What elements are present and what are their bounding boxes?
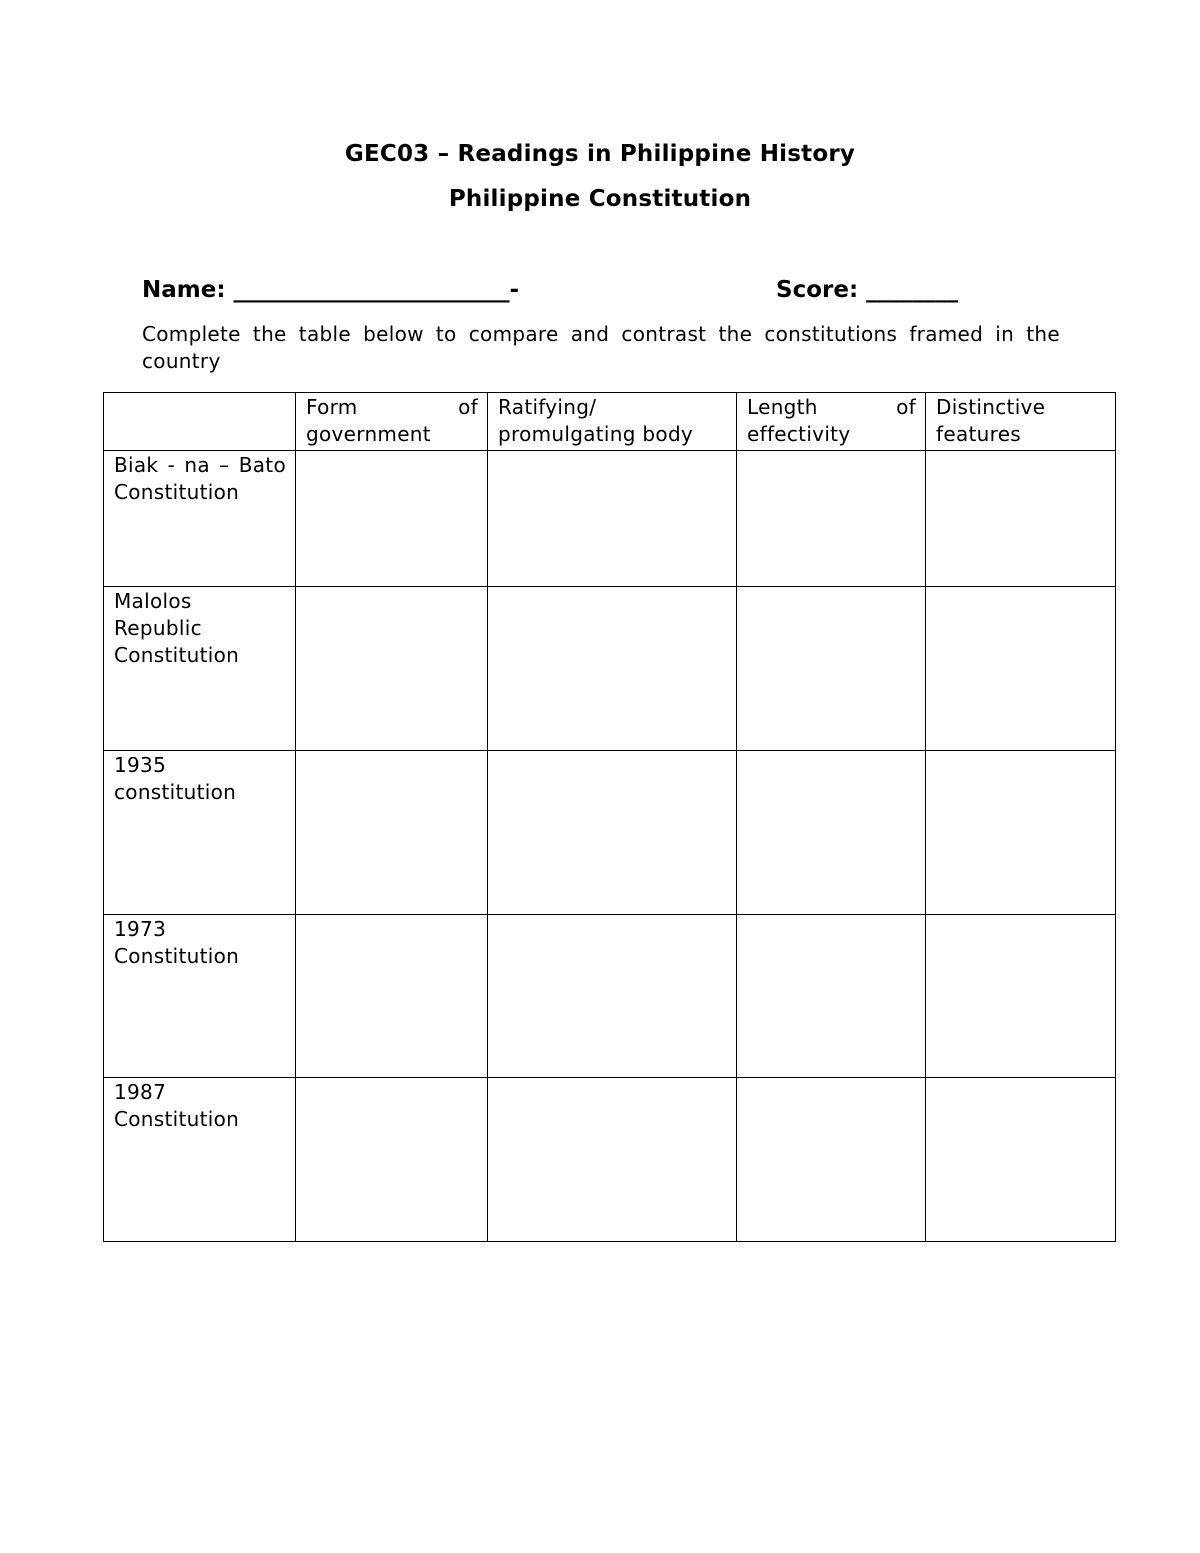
answer-cell[interactable] [488, 1078, 737, 1242]
row-label: 1935 constitution [104, 751, 296, 915]
instructions-text: Complete the table below to compare and contrast the constitutions framed in the country [142, 322, 1060, 373]
answer-cell[interactable] [296, 751, 488, 915]
answer-cell[interactable] [926, 915, 1116, 1078]
row-label: Biak - na – Bato Constitution [104, 451, 296, 587]
topic-title: Philippine Constitution [448, 186, 752, 212]
table-row [104, 587, 1116, 751]
course-title: GEC03 – Readings in Philippine History [344, 141, 856, 167]
answer-cell[interactable] [296, 915, 488, 1078]
header-cell-blank [104, 393, 296, 451]
answer-cell[interactable] [296, 587, 488, 751]
table-row [104, 1078, 1116, 1242]
score-field: Score: ________ [776, 277, 959, 303]
answer-cell[interactable] [488, 915, 737, 1078]
answer-cell[interactable] [926, 1078, 1116, 1242]
answer-cell[interactable] [926, 751, 1116, 915]
name-field: Name: ________________________- [142, 277, 520, 303]
header-cell-form-of-government: Form of government [296, 393, 488, 451]
table-row [104, 451, 1116, 587]
answer-cell[interactable] [296, 451, 488, 587]
comparison-table [103, 392, 1116, 1242]
row-label: 1987 Constitution [104, 1078, 296, 1242]
answer-cell[interactable] [296, 1078, 488, 1242]
row-label: 1973 Constitution [104, 915, 296, 1078]
table-row [104, 915, 1116, 1078]
header-cell-distinctive-features: Distinctive features [926, 393, 1116, 451]
answer-cell[interactable] [488, 587, 737, 751]
answer-cell[interactable] [737, 1078, 926, 1242]
header-cell-length-of-effectivity: Length of effectivity [737, 393, 926, 451]
table-header-row [104, 393, 1116, 451]
answer-cell[interactable] [926, 587, 1116, 751]
answer-cell[interactable] [737, 587, 926, 751]
answer-cell[interactable] [737, 451, 926, 587]
answer-cell[interactable] [926, 451, 1116, 587]
answer-cell[interactable] [737, 915, 926, 1078]
row-label: Malolos Republic Constitution [104, 587, 296, 751]
table-row [104, 751, 1116, 915]
answer-cell[interactable] [737, 751, 926, 915]
answer-cell[interactable] [488, 751, 737, 915]
header-cell-ratifying-body: Ratifying/ promulgating body [488, 393, 737, 451]
answer-cell[interactable] [488, 451, 737, 587]
